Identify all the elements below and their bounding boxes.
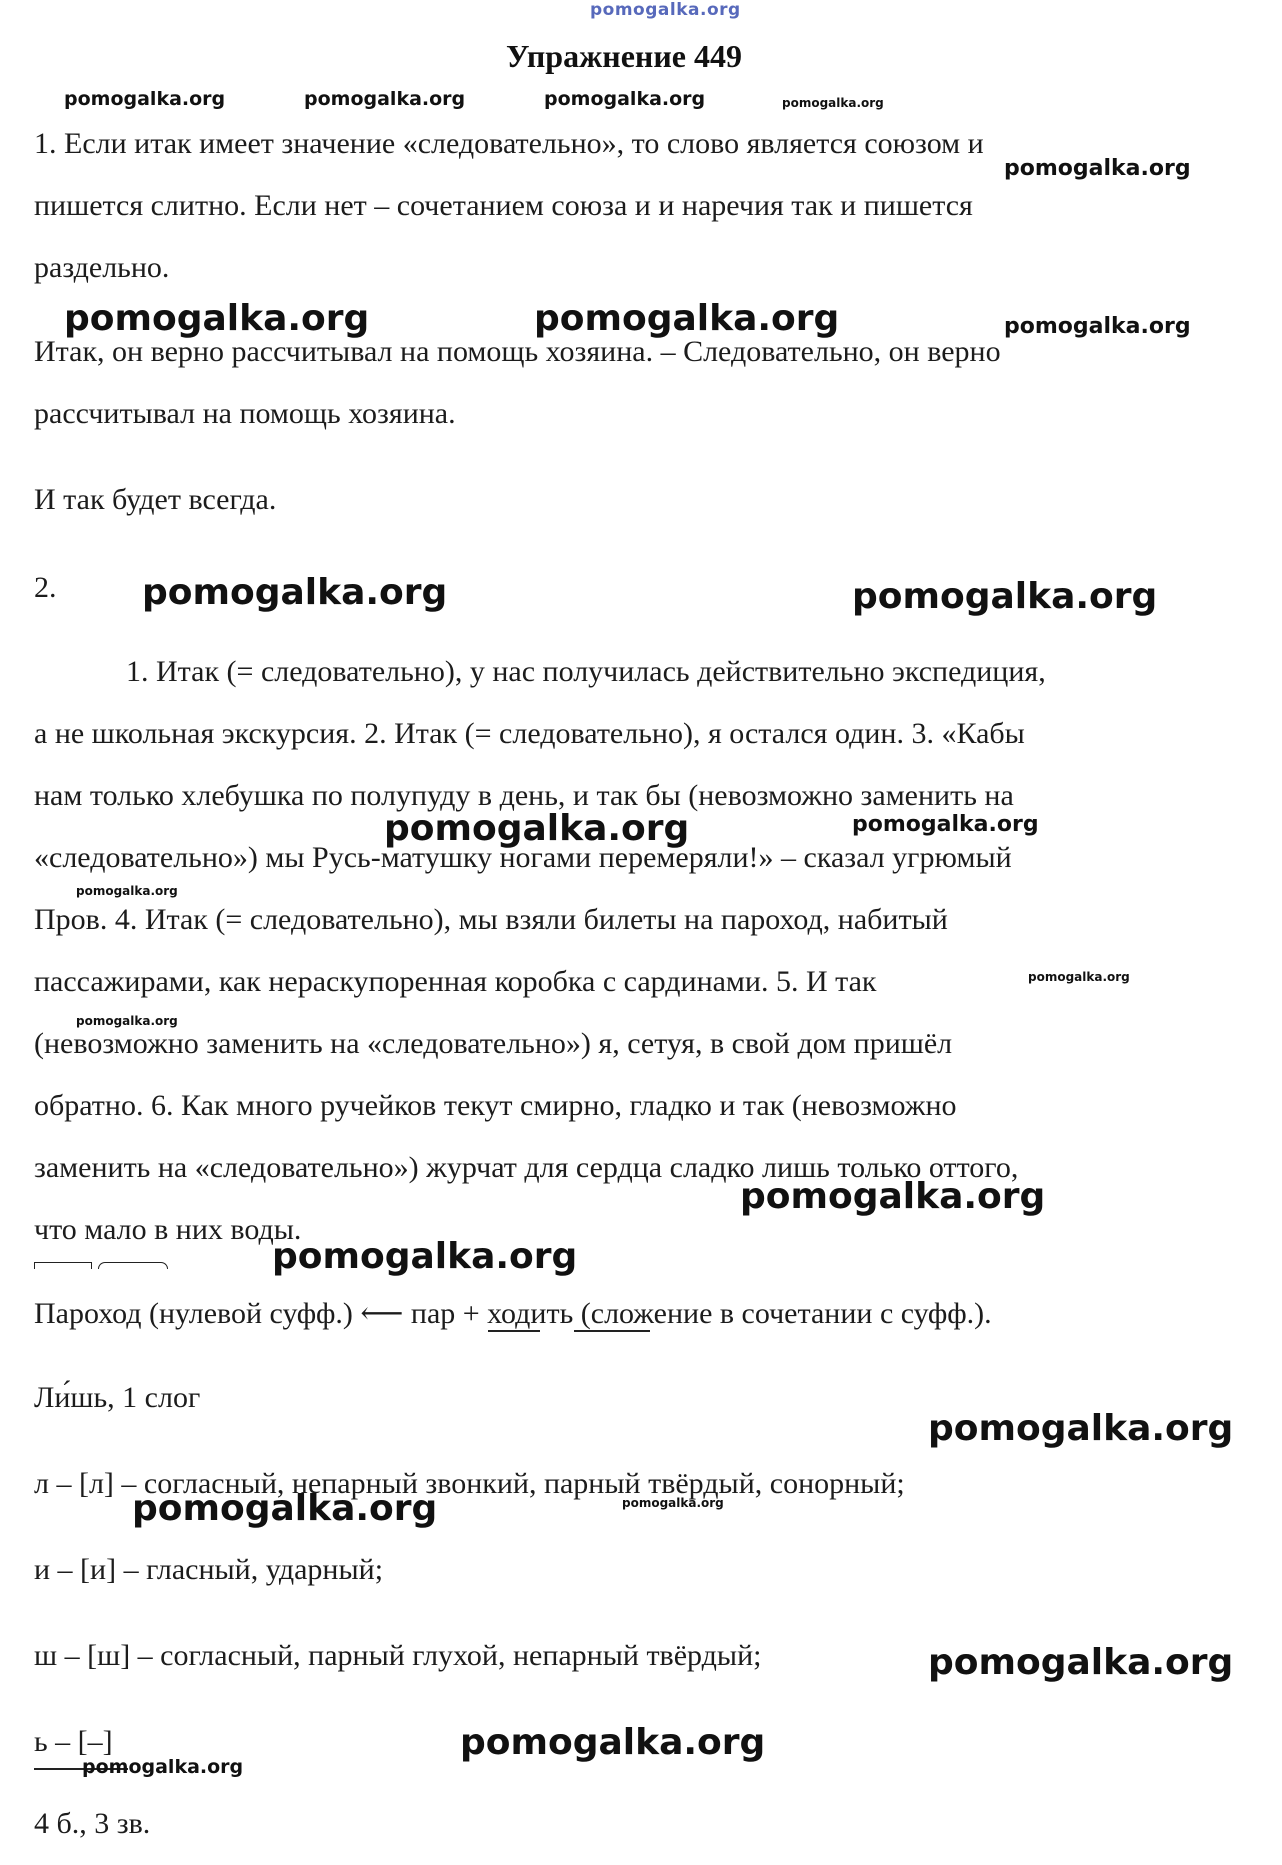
- sentence-line-2: а не школьная экскурсия. 2. Итак (= следовательно), я остался один. 3. «Кабы: [34, 717, 1025, 750]
- sentence-line-7: (невозможно заменить на «следовательно») я, сетуя, в свой дом пришёл: [34, 1027, 953, 1060]
- watermark: pomogalka.org: [1004, 314, 1191, 339]
- phonetic-word: Ли́шь, 1 слог: [34, 1381, 201, 1414]
- word-formation: Пароход (нулевой суфф.) ⟵ пар + ходить (сложение в сочетании с суфф.).: [34, 1297, 992, 1330]
- watermark: pomogalka.org: [740, 1176, 1046, 1217]
- watermark: pomogalka.org: [76, 1014, 178, 1028]
- root-mark: [34, 1262, 92, 1269]
- watermark: pomogalka.org: [82, 1756, 244, 1778]
- watermark: pomogalka.org: [272, 1236, 578, 1277]
- phonetic-row-3: ш – [ш] – согласный, парный глухой, непарный твёрдый;: [34, 1639, 762, 1672]
- sentence-line-1: 1. Итак (= следовательно), у нас получилась действительно экспедиция,: [126, 655, 1046, 688]
- stem-underline: [488, 1330, 540, 1332]
- sentence-line-4: «следовательно») мы Русь-матушку ногами перемеряли!» – сказал угрюмый: [34, 841, 1012, 874]
- example-line-1: Итак, он верно рассчитывал на помощь хозяина. – Следовательно, он верно: [34, 335, 1001, 368]
- watermark: pomogalka.org: [782, 96, 884, 110]
- watermark: pomogalka.org: [132, 1488, 438, 1529]
- example-line-2: рассчитывал на помощь хозяина.: [34, 397, 456, 430]
- sentence-line-5: Пров. 4. Итак (= следовательно), мы взяли билеты на пароход, набитый: [34, 903, 948, 936]
- watermark: pomogalka.org: [534, 298, 840, 339]
- watermark: pomogalka.org: [64, 88, 226, 110]
- watermark: pomogalka.org: [852, 812, 1039, 837]
- watermark: pomogalka.org: [1004, 156, 1191, 181]
- watermark: pomogalka.org: [1028, 970, 1130, 984]
- rule-line-2: пишется слитно. Если нет – сочетанием союза и и наречия так и пишется: [34, 189, 973, 222]
- stem-underline: [574, 1330, 650, 1332]
- watermark: pomogalka.org: [384, 808, 690, 849]
- watermark: pomogalka.org: [622, 1496, 724, 1510]
- watermark: pomogalka.org: [304, 88, 466, 110]
- sentence-line-9: заменить на «следовательно») журчат для сердца сладко лишь только оттого,: [34, 1151, 1019, 1184]
- phonetic-summary: 4 б., 3 зв.: [34, 1807, 151, 1840]
- watermark: pomogalka.org: [544, 88, 706, 110]
- sentence-line-10: что мало в них воды.: [34, 1213, 302, 1246]
- example-2: И так будет всегда.: [34, 483, 277, 516]
- phonetic-row-1: л – [л] – согласный, непарный звонкий, парный твёрдый, сонорный;: [34, 1467, 905, 1500]
- watermark: pomogalka.org: [76, 884, 178, 898]
- watermark: pomogalka.org: [460, 1722, 766, 1763]
- sentence-line-3: нам только хлебушка по полупуду в день, и так бы (невозможно заменить на: [34, 779, 1014, 812]
- phonetic-row-4: ь – [–]: [34, 1725, 113, 1758]
- page-title: Упражнение 449: [505, 38, 742, 74]
- section-2-number: 2.: [34, 571, 57, 604]
- watermark-top: pomogalka.org: [590, 0, 741, 20]
- rule-line-3: раздельно.: [34, 251, 170, 284]
- watermark: pomogalka.org: [928, 1642, 1234, 1683]
- sentence-line-6: пассажирами, как нераскупоренная коробка с сардинами. 5. И так: [34, 965, 877, 998]
- watermark: pomogalka.org: [852, 576, 1158, 617]
- sentence-line-8: обратно. 6. Как много ручейков текут смирно, гладко и так (невозможно: [34, 1089, 957, 1122]
- watermark: pomogalka.org: [928, 1408, 1234, 1449]
- watermark: pomogalka.org: [142, 572, 448, 613]
- phonetic-row-2: и – [и] – гласный, ударный;: [34, 1553, 384, 1586]
- watermark: pomogalka.org: [64, 298, 370, 339]
- rule-line-1: 1. Если итак имеет значение «следовательно», то слово является союзом и: [34, 127, 984, 160]
- root-mark: [98, 1262, 168, 1269]
